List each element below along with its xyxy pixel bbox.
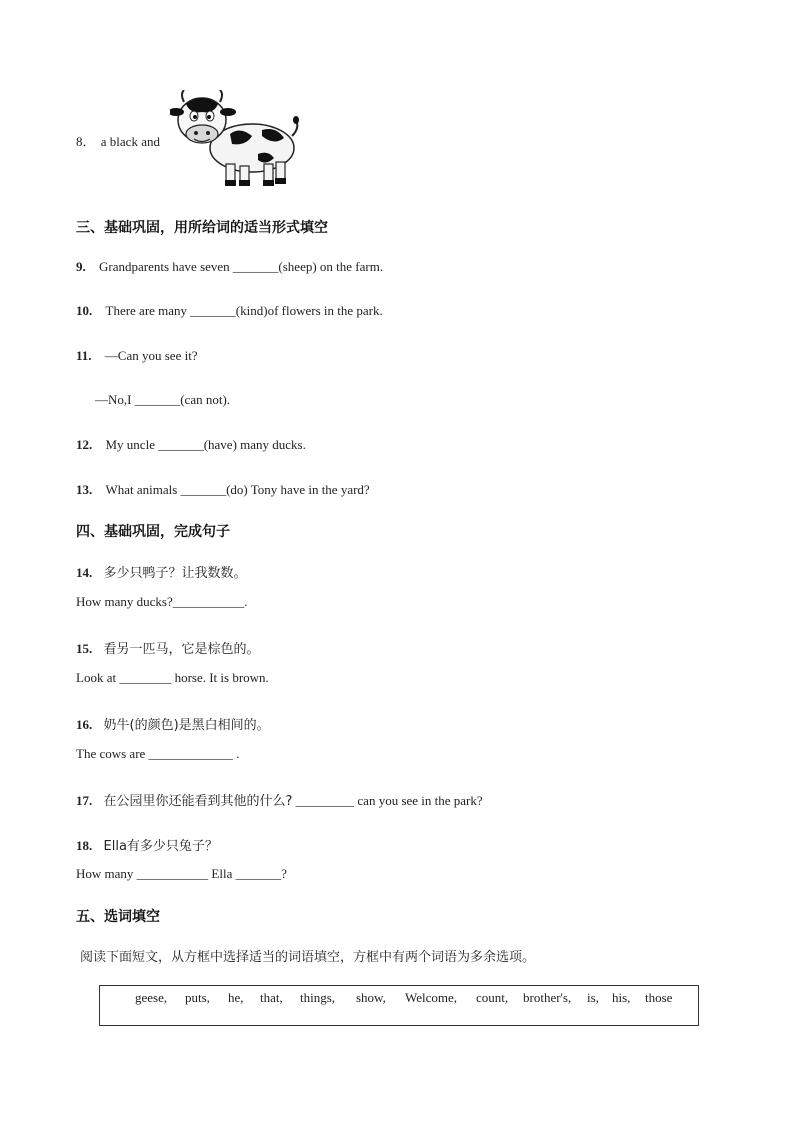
question-8 xyxy=(76,131,160,150)
sentence-prompt xyxy=(76,790,483,809)
question-text: —Can you see it? xyxy=(104,348,198,363)
question-text: My uncle _______(have) many ducks. xyxy=(105,437,306,452)
chinese-text: 在公园里你还能看到其他的什么? xyxy=(103,794,293,809)
sentence-answer: How many ___________ Ella _______? xyxy=(76,866,287,881)
word-bank-box xyxy=(99,985,699,1026)
fill-question xyxy=(76,348,198,364)
fill-question xyxy=(76,482,370,498)
sentence-prompt xyxy=(76,835,218,854)
chinese-text: 看另一匹马，它是棕色的。 xyxy=(103,642,260,657)
sentence-answer: The cows are _____________ . xyxy=(76,746,240,761)
word-bank-item: his, xyxy=(612,990,631,1005)
word-bank-item: puts, xyxy=(185,990,210,1005)
question-number: 15. xyxy=(76,641,93,656)
word-bank-item: that, xyxy=(260,990,283,1005)
word-bank-item: geese, xyxy=(135,990,168,1005)
sentence-answer: How many ducks?___________. xyxy=(76,594,248,609)
question-number: 11. xyxy=(76,348,92,363)
question-number: 12. xyxy=(76,437,93,452)
sentence-answer: _________ can you see in the park? xyxy=(295,793,483,808)
cow-image xyxy=(170,90,302,190)
section-heading-3: 三、基础巩固，用所给词的适当形式填空 xyxy=(76,220,328,236)
word-bank-item: show, xyxy=(356,990,386,1005)
question-number: 14. xyxy=(76,565,93,580)
word-bank-item: is, xyxy=(587,990,599,1005)
chinese-text: 多少只鸭子？让我数数。 xyxy=(103,566,247,581)
question-text: There are many _______(kind)of flowers in the park. xyxy=(105,303,383,318)
word-bank-item: things, xyxy=(300,990,336,1005)
chinese-text: 奶牛(的颜色)是黑白相间的。 xyxy=(103,718,270,733)
word-bank-item: Welcome, xyxy=(405,990,458,1005)
question-number: 13. xyxy=(76,482,93,497)
word-bank-item: brother's, xyxy=(523,990,572,1005)
question-text: —No,I _______(can not). xyxy=(95,392,231,407)
sentence-prompt xyxy=(76,562,247,581)
question-number: 17. xyxy=(76,793,93,808)
sentence-answer: Look at ________ horse. It is brown. xyxy=(76,670,269,685)
instruction-text: 阅读下面短文，从方框中选择适当的词语填空，方框中有两个词语为多余选项。 xyxy=(80,950,536,965)
question-text: What animals _______(do) Tony have in the yard? xyxy=(105,482,370,497)
section-heading-5: 五、选词填空 xyxy=(76,909,160,925)
question-number: 16. xyxy=(76,717,93,732)
question-number: 10. xyxy=(76,303,93,318)
chinese-text: Ella有多少只兔子？ xyxy=(103,839,218,854)
fill-question xyxy=(76,437,306,453)
fill-question xyxy=(76,259,383,275)
question-number: 9. xyxy=(76,259,86,274)
word-bank-item: he, xyxy=(228,990,244,1005)
question-text: a black and xyxy=(100,134,160,149)
fill-question xyxy=(76,303,383,319)
sentence-prompt xyxy=(76,714,270,733)
word-bank-item: count, xyxy=(476,990,509,1005)
question-number: 18. xyxy=(76,838,93,853)
question-number: 8． xyxy=(76,134,96,149)
fill-question-answer-line xyxy=(95,392,230,408)
sentence-prompt xyxy=(76,638,260,657)
word-bank-item: those xyxy=(645,990,673,1005)
question-text: Grandparents have seven _______(sheep) on the farm. xyxy=(99,259,384,274)
section-heading-4: 四、基础巩固，完成句子 xyxy=(76,524,230,540)
